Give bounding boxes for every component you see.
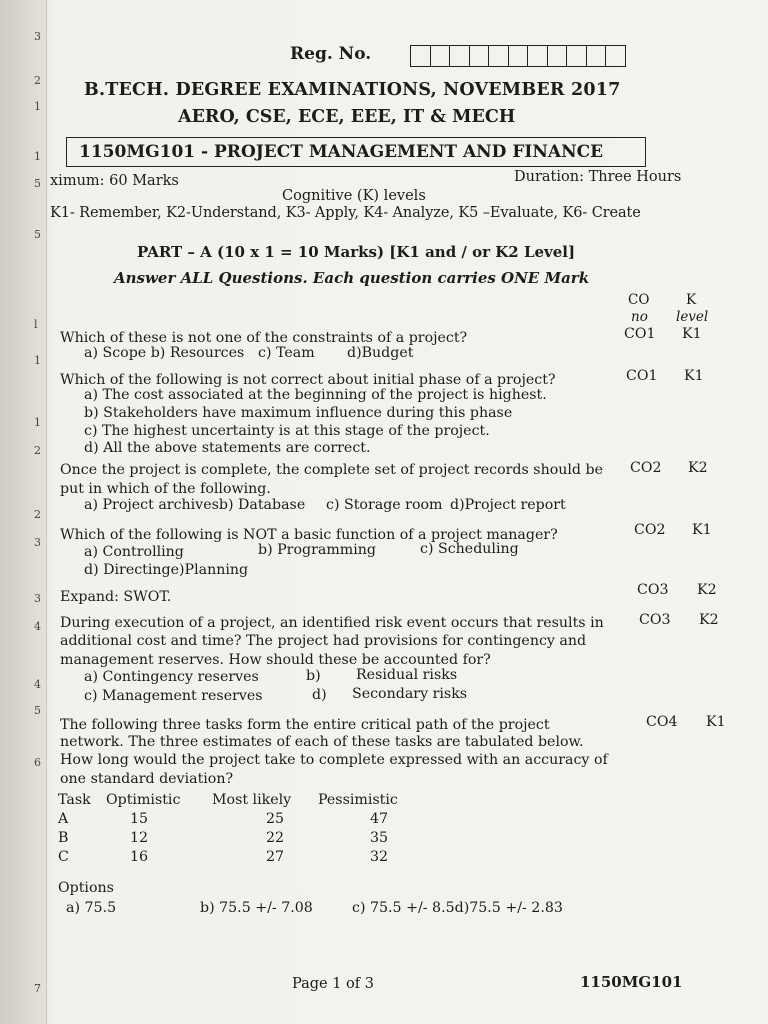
table-cell: 15 <box>130 810 149 827</box>
co-number: CO2 <box>634 522 666 538</box>
option: d)Budget <box>347 345 414 361</box>
reg-no-boxes <box>410 45 626 67</box>
table-cell: 22 <box>266 829 285 846</box>
table-row <box>58 847 418 866</box>
option: c) The highest uncertainty is at this stage of the project. <box>84 423 490 439</box>
option: b) 75.5 +/- 7.08 <box>200 900 313 916</box>
table-header: Task <box>58 791 91 808</box>
margin-mark: 6 <box>34 756 41 769</box>
table-cell: 32 <box>370 848 389 865</box>
table-header: Optimistic <box>106 791 181 808</box>
reg-no-box <box>567 46 587 66</box>
table-cell: A <box>58 810 69 827</box>
co-number: CO3 <box>637 582 669 598</box>
reg-no-box <box>411 46 431 66</box>
reg-no-box <box>548 46 568 66</box>
question-text: Once the project is complete, the complete set of project records should be <box>60 462 604 478</box>
question-text: one standard deviation? <box>60 771 234 787</box>
page-number: Page 1 of 3 <box>292 976 374 992</box>
option: Secondary risks <box>352 686 468 702</box>
table-cell: C <box>58 848 69 865</box>
question-text: Which of these is not one of the constraints of a project? <box>60 330 468 346</box>
part-a-title: PART – A (10 x 1 = 10 Marks) [K1 and / or K2 Level] <box>137 243 576 261</box>
option: c) Storage room <box>326 497 443 513</box>
question-text: network. The three estimates of each of these tasks are tabulated below. <box>60 734 584 750</box>
option: a) The cost associated at the beginning of the project is highest. <box>84 387 547 403</box>
margin-mark: 5 <box>34 177 41 190</box>
reg-no-box <box>470 46 490 66</box>
table-cell: 35 <box>370 829 389 846</box>
margin-mark: 1 <box>34 416 41 429</box>
k-level: K1 <box>682 326 702 342</box>
k-level: K2 <box>699 612 719 628</box>
course-title: 1150MG101 - PROJECT MANAGEMENT AND FINANCE <box>66 137 646 167</box>
footer-course-code: 1150MG101 <box>580 973 683 991</box>
k-level: K2 <box>688 460 708 476</box>
duration: Duration: Three Hours <box>514 169 682 185</box>
margin-mark: l <box>34 318 38 331</box>
margin-mark: 5 <box>34 228 41 241</box>
margin-mark: 2 <box>34 74 41 87</box>
table-header: Pessimistic <box>318 791 398 808</box>
question-text: management reserves. How should these be accounted for? <box>60 652 491 668</box>
margin-mark: 1 <box>34 354 41 367</box>
option: d) <box>312 687 327 703</box>
question-text: Which of the following is NOT a basic function of a project manager? <box>60 527 558 543</box>
margin-mark: 2 <box>34 444 41 457</box>
question-text: additional cost and time? The project had provisions for contingency and <box>60 633 587 649</box>
option: c) Scheduling <box>420 541 519 557</box>
cognitive-levels: K1- Remember, K2-Understand, K3- Apply, K4- Analyze, K5 –Evaluate, K6- Create <box>50 205 641 221</box>
reg-no-box <box>587 46 607 66</box>
co-number: CO1 <box>624 326 656 342</box>
k-level: K1 <box>684 368 704 384</box>
part-a-instruction: Answer ALL Questions. Each question carries ONE Mark <box>114 269 590 287</box>
reg-no-box <box>450 46 470 66</box>
table-row <box>58 828 418 847</box>
margin-mark: 3 <box>34 536 41 549</box>
option: b) <box>306 668 321 684</box>
option: a) Scope b) Resources <box>84 345 245 361</box>
max-marks: ximum: 60 Marks <box>50 173 179 189</box>
option: Residual risks <box>356 667 458 683</box>
option: d) All the above statements are correct. <box>84 440 371 456</box>
question-text: During execution of a project, an identified risk event occurs that results in <box>60 615 604 631</box>
table-cell: 47 <box>370 810 389 827</box>
option: d) Directinge)Planning <box>84 562 249 578</box>
table-header-row <box>58 790 418 809</box>
options-label: Options <box>58 880 114 896</box>
option: c) Team <box>258 345 315 361</box>
k-level: K2 <box>697 582 717 598</box>
k-header: K <box>686 292 697 308</box>
reg-no-box <box>528 46 548 66</box>
option: a) Controlling <box>84 544 184 560</box>
reg-no-box <box>431 46 451 66</box>
table-cell: 16 <box>130 848 149 865</box>
co-header-no: no <box>631 309 648 325</box>
reg-no-box <box>509 46 529 66</box>
margin-mark: 5 <box>34 704 41 717</box>
question-text: Which of the following is not correct about initial phase of a project? <box>60 372 556 388</box>
margin-mark: 2 <box>34 508 41 521</box>
co-number: CO4 <box>646 714 678 730</box>
exam-title: B.TECH. DEGREE EXAMINATIONS, NOVEMBER 2017 <box>84 80 621 100</box>
margin-mark: 4 <box>34 620 41 633</box>
table-cell: 25 <box>266 810 285 827</box>
table-header: Most likely <box>212 791 292 808</box>
question-text: How long would the project take to complete expressed with an accuracy of <box>60 752 608 768</box>
co-header: CO <box>628 292 650 308</box>
reg-no-label: Reg. No. <box>290 44 372 64</box>
k-header-level: level <box>676 309 709 325</box>
co-number: CO3 <box>639 612 671 628</box>
option: a) Project archivesb) Database <box>84 497 306 513</box>
option: b) Stakeholders have maximum influence during this phase <box>84 405 513 421</box>
reg-no-box <box>606 46 625 66</box>
option: c) 75.5 +/- 8.5d)75.5 +/- 2.83 <box>352 900 563 916</box>
co-number: CO1 <box>626 368 658 384</box>
margin-mark: 4 <box>34 678 41 691</box>
table-cell: B <box>58 829 69 846</box>
branches: AERO, CSE, ECE, EEE, IT & MECH <box>178 107 516 127</box>
table-cell: 12 <box>130 829 149 846</box>
margin-mark: 1 <box>34 100 41 113</box>
option: a) 75.5 <box>66 900 117 916</box>
option: c) Management reserves <box>84 688 263 704</box>
margin-mark: 3 <box>34 30 41 43</box>
margin-mark: 3 <box>34 592 41 605</box>
co-number: CO2 <box>630 460 662 476</box>
table-cell: 27 <box>266 848 285 865</box>
question-text: The following three tasks form the entire critical path of the project <box>60 717 550 733</box>
question-text: Expand: SWOT. <box>60 589 172 605</box>
margin-mark: 1 <box>34 150 41 163</box>
k-level: K1 <box>692 522 712 538</box>
table-row <box>58 809 418 828</box>
question-text: put in which of the following. <box>60 481 271 497</box>
option: b) Programming <box>258 542 376 558</box>
cognitive-title: Cognitive (K) levels <box>282 188 426 204</box>
task-estimates-table <box>58 790 418 866</box>
margin-mark: 7 <box>34 982 41 995</box>
k-level: K1 <box>706 714 726 730</box>
option: d)Project report <box>450 497 566 513</box>
option: a) Contingency reserves <box>84 669 259 685</box>
reg-no-box <box>489 46 509 66</box>
